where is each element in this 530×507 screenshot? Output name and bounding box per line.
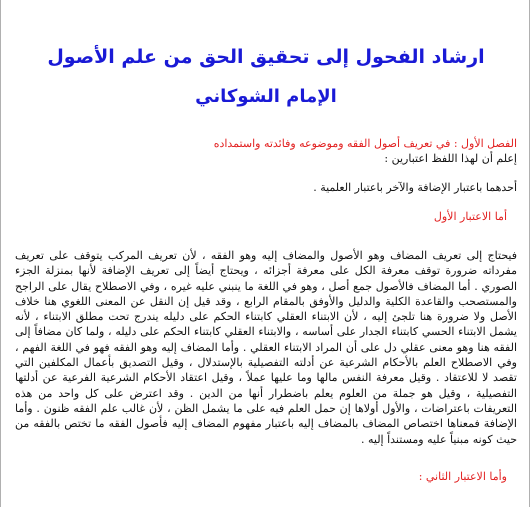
book-title: ارشاد الفحول إلى تحقيق الحق من علم الأصول — [47, 46, 485, 68]
author-name: الإمام الشوكاني — [195, 86, 337, 107]
considerations-line: أحدهما باعتبار الإضافة والآخر باعتبار العلمية . — [313, 181, 517, 194]
intro-line: إعلم أن لهذا اللفظ اعتبارين : — [384, 152, 517, 165]
section1-paragraph: فيحتاج إلى تعريف المضاف وهو الأصول والمضاف إليه وهو الفقه ، لأن تعريف المركب يتوقف على تعريف مفرداته ضرورة توقف معرفة الكل على معرفة أجزائه ، ويحتاج أيضاً إلى تعريف الإضافة لأنها بمنزلة الجزء الصوري . أما المضاف فالأصول جمع أصل ، وهو في اللغة ما ينبني عليه غيره ، وفي الاصطلاح يقال على الراجح والمستصحب والقاعدة الكلية والدليل والأوفق بالمقام الرابع ، وقد قيل إن النقل عن المعنى اللغوي هنا خلاف الأصل ولا ضرورة هنا تلجئ إليه ، لأن الابتناء العقلي كابتناء الحكم على دليله يندرج تحت مطلق الابتناء ، لأنه يشمل الابتناء الحسي كابتناء الجدار على أساسه ، والابتناء العقلي كابتناء الحكم على دليله ، ولما كان مضافاً إلى الفقه هنا وهو معنى عقلي دل على أن المراد الابتناء العقلي . وأما المضاف إليه وهو الفقه فهو في اللغة الفهم ، وفي الاصطلاح العلم بالأحكام الشرعية عن أدلته التفصيلية بالإستدلال ، وقيل التصديق بأعمال المكلفين التي تقصد لا للاعتقاد . وقيل معرفة النفس مالها وما عليها عملاً ، وقيل اعتقاد الأحكام الشرعية الفرعية عن أدلتها التفصيلية ، وقيل هو جملة من العلوم يعلم باضطرار أنها من الدين . وقد اعترض على كل واحد من هذه التعريفات باعتراضات ، والأول أولاها إن حمل العلم فيه على ما يشمل الظن ، لأن غالب علم الفقه ظنون . وأما الإضافة فمعناها اختصاص المضاف بالمضاف إليه باعتبار مفهوم المضاف إليه فأصول الفقه ما تختص بالفقه من حيث كونه مبنياً عليه ومستنداً إليه . — [15, 249, 517, 446]
section1-heading: أما الاعتبار الأول — [433, 210, 507, 223]
section2-heading: وأما الاعتبار الثاني : — [418, 469, 507, 483]
document-content — [1, 0, 529, 484]
chapter-heading: الفصل الأول : في تعريف أصول الفقه وموضوعه وفائدته واستمداده — [213, 137, 517, 150]
